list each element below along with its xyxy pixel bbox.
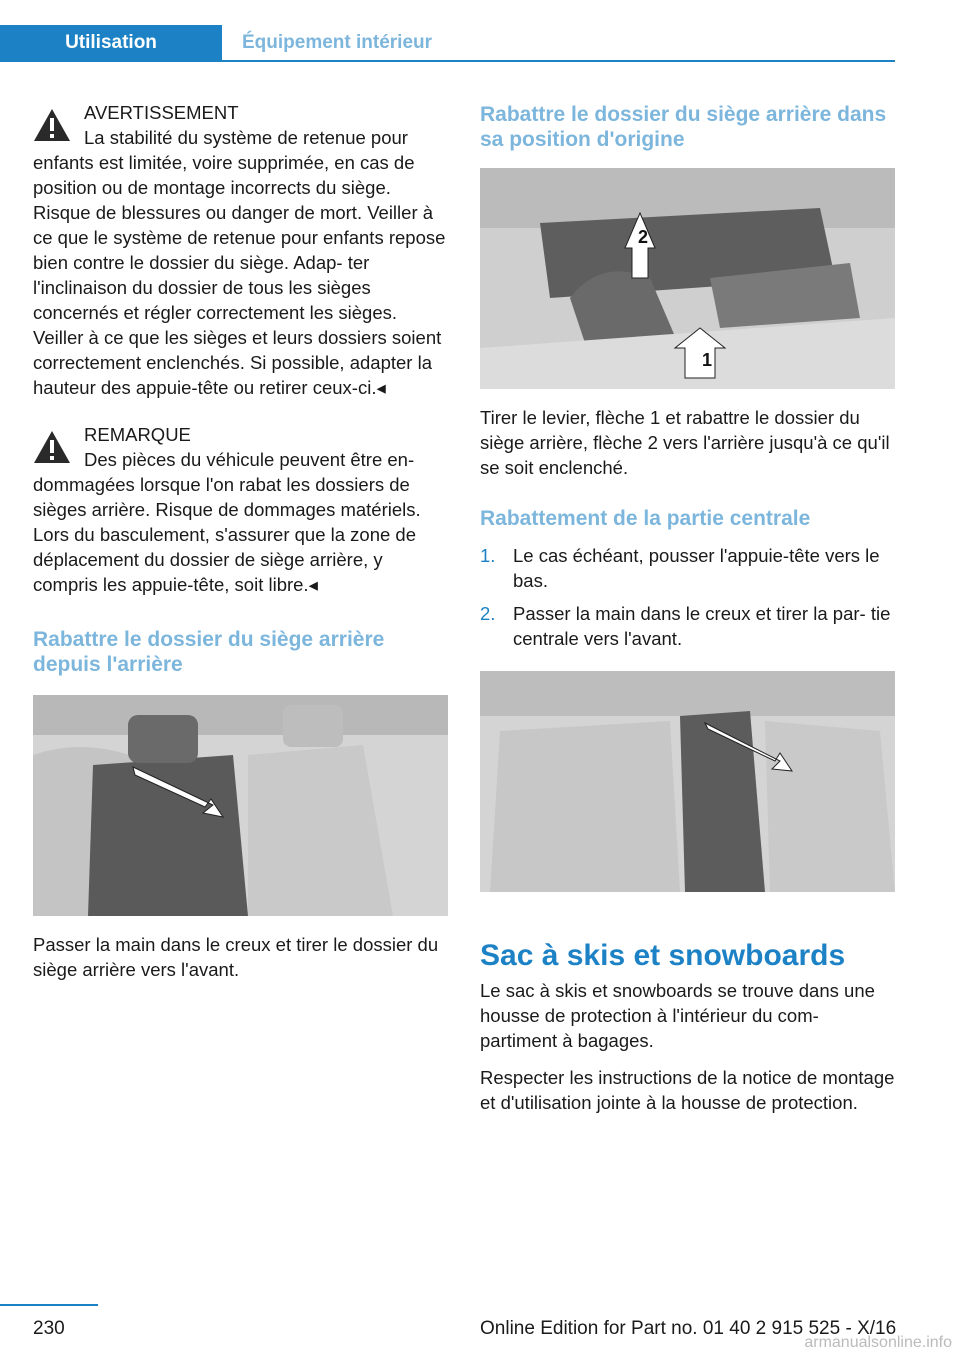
note-title: REMARQUE	[84, 424, 191, 445]
edition-text: Online Edition for Part no. 01 40 2 915 525 - X/16	[480, 1318, 897, 1339]
watermark: armanualsonline.info	[804, 1334, 952, 1351]
origin-caption: Tirer le levier, flèche 1 et rabattre le dossier du siège arrière, flèche 2 vers l'arrière jusqu'à ce qu'il se soit enclenché.	[480, 407, 890, 478]
rear-caption: Passer la main dans le creux et tirer le dossier du siège arrière vers l'avant.	[33, 934, 439, 980]
step-text: Le cas échéant, pousser l'appuie-tête vers le bas.	[513, 545, 880, 591]
arrow-label-2: 2	[638, 227, 649, 247]
center-steps	[480, 543, 895, 651]
warning-text: enfants est limitée, voire supprimée, en cas de position ou de montage incorrects du siège. Risque de blessures ou danger de mort. Veiller à ce que le système de retenue pour enfants repose bien contre le dossier du siège. Adap- ter l'inclinaison du dossier de tous les sièges concernés et régler correctement les sièges. Veiller à ce que les sièges et leurs dossiers soient correctement enclenchés. Si possible, adapter la hauteur des appuie-tête ou retirer ceux-ci.◂	[33, 152, 446, 398]
footer-rule	[0, 1304, 98, 1306]
note-first-line: Des pièces du véhicule peuvent être en-	[84, 449, 415, 470]
step-number: 2.	[480, 603, 496, 624]
seat-photo-origin	[480, 168, 895, 389]
step-text: Passer la main dans le creux et tirer la par- tie centrale vers l'avant.	[513, 603, 891, 649]
main-title-ski-bag: Sac à skis et snowboards	[480, 939, 846, 972]
tab-equipement-interieur[interactable]: Équipement intérieur	[242, 32, 433, 53]
warning-triangle-icon	[33, 430, 71, 464]
warning-triangle-icon	[33, 108, 71, 142]
tab-underline	[0, 60, 895, 62]
section-title-origin: Rabattre le dossier du siège arrière dans sa position d'origine	[480, 103, 887, 151]
arrow-label-1: 1	[702, 350, 713, 370]
warning-first-line: La stabilité du système de retenue pour	[84, 127, 408, 148]
list-item	[480, 601, 895, 651]
warning-title: AVERTISSEMENT	[84, 102, 239, 123]
note-block	[33, 422, 448, 597]
tab-utilisation[interactable]: Utilisation	[0, 25, 222, 61]
ski-bag-paragraph: Respecter les instructions de la notice de montage et d'utilisation jointe à la housse de protection.	[480, 1067, 895, 1113]
section-title-center: Rabattement de la partie centrale	[480, 507, 811, 530]
left-column	[33, 100, 448, 994]
warning-block	[33, 100, 448, 400]
section-title-rear: Rabattre le dossier du siège arrière depuis l'arrière	[33, 628, 385, 676]
chapter-tab-bar	[0, 25, 895, 61]
right-column	[480, 100, 895, 1127]
seat-photo-center	[480, 671, 895, 892]
ski-bag-paragraph: Le sac à skis et snowboards se trouve dans une housse de protection à l'intérieur du com- partiment à bagages.	[480, 980, 875, 1051]
note-text: dommagées lorsque l'on rabat les dossiers de sièges arrière. Risque de dommages matériels. Lors du basculement, s'assurer que la zone de déplacement du dossier de siège arrière, y compris les appuie-tête, soit libre.◂	[33, 474, 421, 595]
page-number: 230	[33, 1318, 65, 1339]
step-number: 1.	[480, 545, 496, 566]
seat-photo-rear	[33, 695, 448, 916]
list-item	[480, 543, 895, 593]
